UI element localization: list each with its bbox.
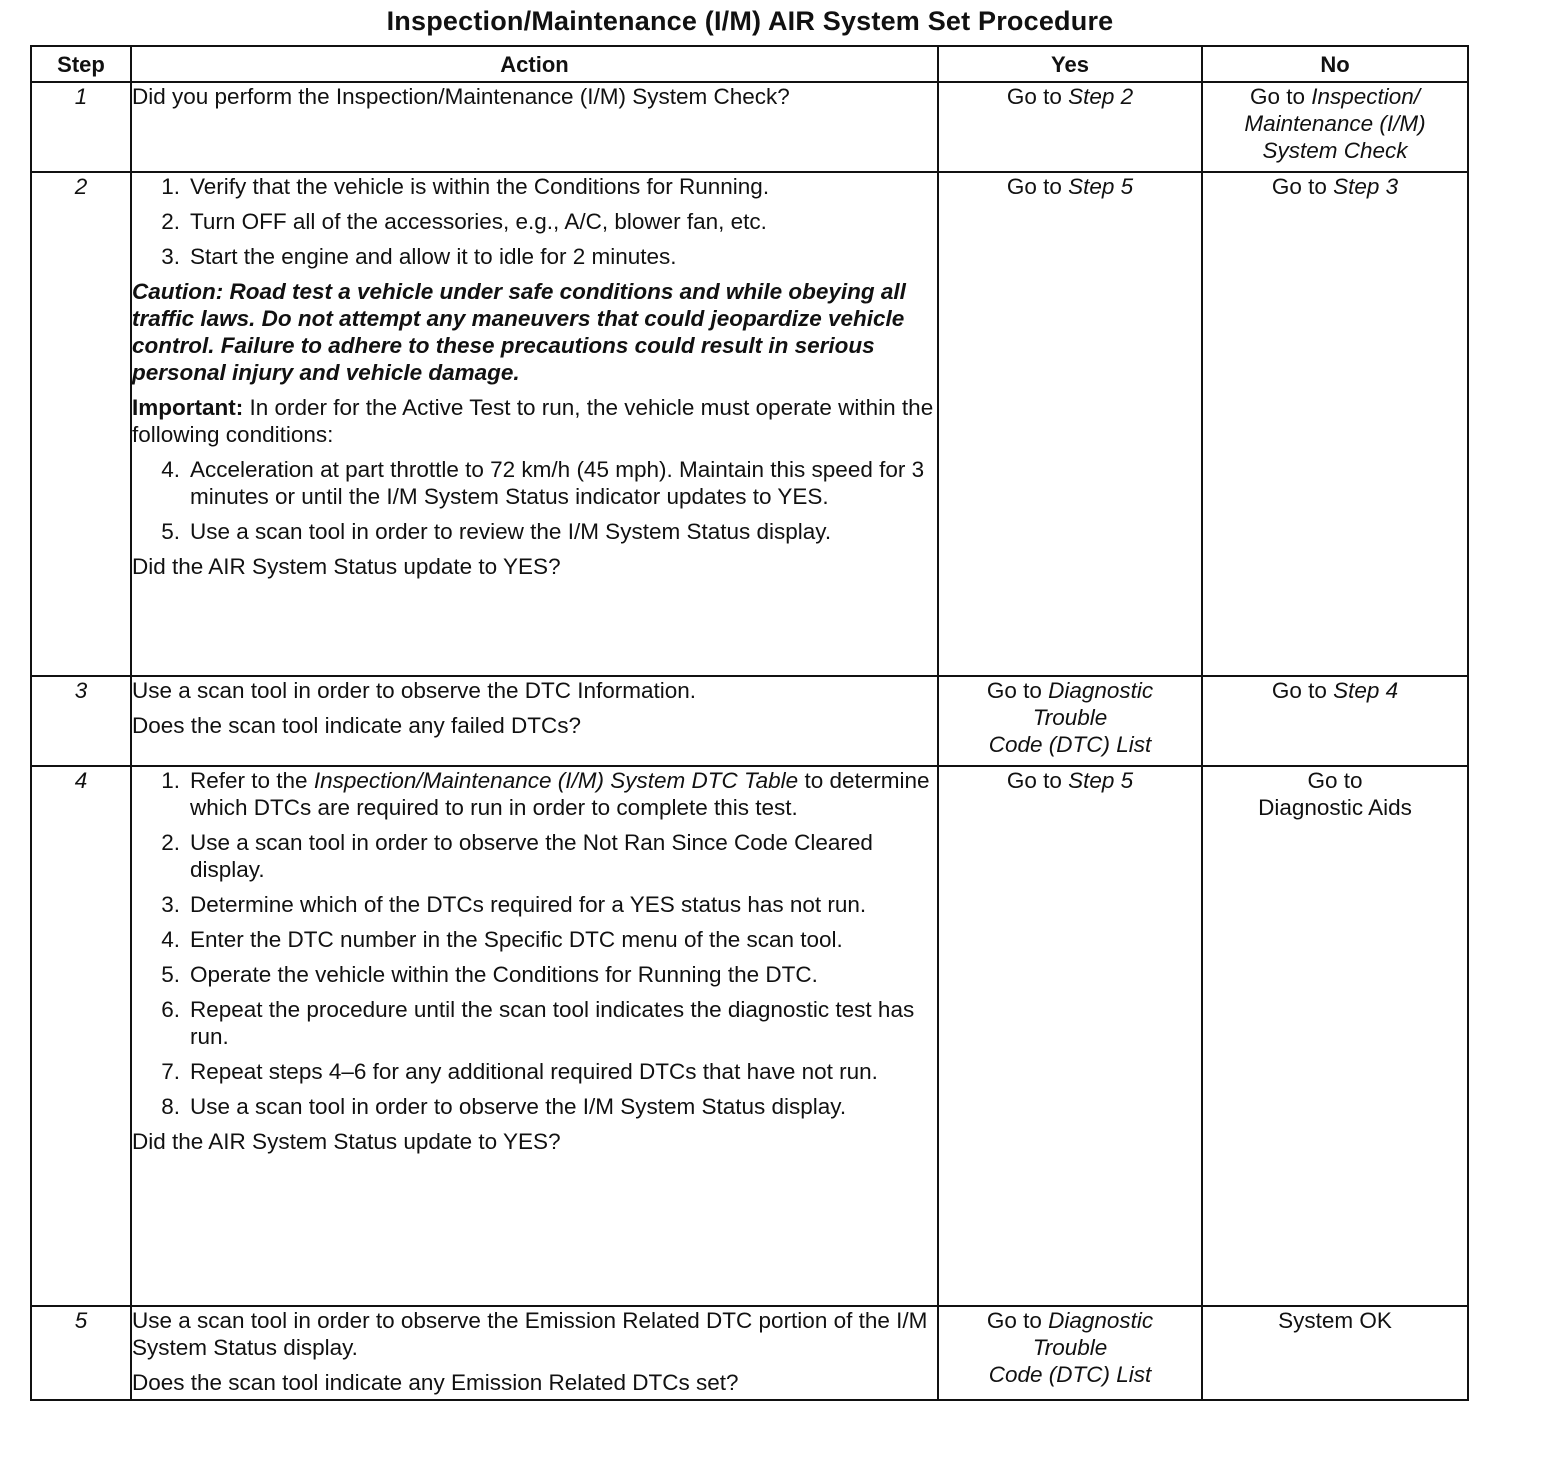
instruction-list [132,173,937,270]
list-item: 3. Start the engine and allow it to idle for 2 minutes. [161,244,677,269]
action-cell [131,172,938,676]
no-cell [1202,766,1468,1306]
yes-link[interactable]: Go to Step 5 [1006,768,1134,793]
question-text: Did you perform the Inspection/Maintenance (I/M) System Check? [132,84,790,109]
yes-cell [938,766,1202,1306]
instruction-list [132,767,937,1120]
important-note: Important: In order for the Active Test to run, the vehicle must operate within the following conditions: [132,395,934,447]
table-row [31,82,1468,172]
action-cell [131,1306,938,1400]
procedure-table [30,45,1469,1401]
instruction-list [132,456,937,545]
table-row [31,172,1468,676]
step-number: 4 [31,766,131,1306]
question-text: Did the AIR System Status update to YES? [132,554,561,579]
page-title: Inspection/Maintenance (I/M) AIR System Set Procedure [386,6,1114,36]
action-cell [131,82,938,172]
list-item: 7. Repeat steps 4–6 for any additional required DTCs that have not run. [161,1059,878,1084]
list-item: 6. Repeat the procedure until the scan tool indicates the diagnostic test has run. [161,997,915,1049]
list-item: 1. Verify that the vehicle is within the Conditions for Running. [161,174,770,199]
header-step: Step [31,46,131,82]
list-item: 3. Determine which of the DTCs required for a YES status has not run. [161,892,867,917]
yes-link[interactable]: Go to Diagnostic Trouble Code (DTC) List [986,678,1154,757]
header-action: Action [131,46,938,82]
list-item: 4. Acceleration at part throttle to 72 km/h (45 mph). Maintain this speed for 3 minutes or until the I/M System Status indicator updates to YES. [161,457,925,509]
table-row [31,676,1468,766]
question-text: Does the scan tool indicate any failed DTCs? [132,713,581,738]
table-header-row [31,46,1468,82]
no-link[interactable]: Go to Inspection/ Maintenance (I/M) System Check [1244,84,1426,163]
instruction-text: Use a scan tool in order to observe the DTC Information. [132,678,697,703]
instruction-text: Use a scan tool in order to observe the Emission Related DTC portion of the I/M System Status display. [132,1308,928,1360]
list-item: 5. Operate the vehicle within the Conditions for Running the DTC. [161,962,818,987]
no-link[interactable]: Go to Step 4 [1271,678,1399,703]
yes-cell [938,172,1202,676]
yes-link[interactable]: Go to Diagnostic Trouble Code (DTC) List [986,1308,1154,1387]
yes-cell [938,1306,1202,1400]
list-item: 8. Use a scan tool in order to observe the I/M System Status display. [161,1094,847,1119]
no-result: System OK [1278,1308,1392,1333]
yes-cell [938,676,1202,766]
action-cell [131,676,938,766]
yes-link[interactable]: Go to Step 5 [1006,174,1134,199]
step-number: 1 [31,82,131,172]
no-cell [1202,1306,1468,1400]
list-item: 2. Use a scan tool in order to observe the Not Ran Since Code Cleared display. [161,830,873,882]
header-no: No [1202,46,1468,82]
no-cell [1202,82,1468,172]
list-item: 2. Turn OFF all of the accessories, e.g., A/C, blower fan, etc. [161,209,767,234]
step-number: 3 [31,676,131,766]
caution-note: Caution: Road test a vehicle under safe conditions and while obeying all traffic laws. Do not attempt any maneuvers that could jeopardize vehicle control. Failure to adhere to these precautions could result in serious personal injury and vehicle damage. [132,279,906,385]
list-item: 5. Use a scan tool in order to review the I/M System Status display. [161,519,832,544]
no-link[interactable]: Go to Step 3 [1271,174,1399,199]
table-row [31,1306,1468,1400]
table-row [31,766,1468,1306]
yes-cell [938,82,1202,172]
yes-link[interactable]: Go to Step 2 [1006,84,1134,109]
header-yes: Yes [938,46,1202,82]
step-number: 2 [31,172,131,676]
question-text: Did the AIR System Status update to YES? [132,1129,561,1154]
list-item: 4. Enter the DTC number in the Specific DTC menu of the scan tool. [161,927,843,952]
no-cell [1202,676,1468,766]
question-text: Does the scan tool indicate any Emission Related DTCs set? [132,1370,739,1395]
no-link[interactable]: Go to Diagnostic Aids [1258,768,1412,820]
no-cell [1202,172,1468,676]
step-number: 5 [31,1306,131,1400]
list-item: 1. Refer to the Inspection/Maintenance (I/M) System DTC Table to determine which DTCs are required to run in order to complete this test. [161,768,930,820]
dtc-table-reference[interactable]: Inspection/Maintenance (I/M) System DTC Table [313,768,799,793]
action-cell [131,766,938,1306]
